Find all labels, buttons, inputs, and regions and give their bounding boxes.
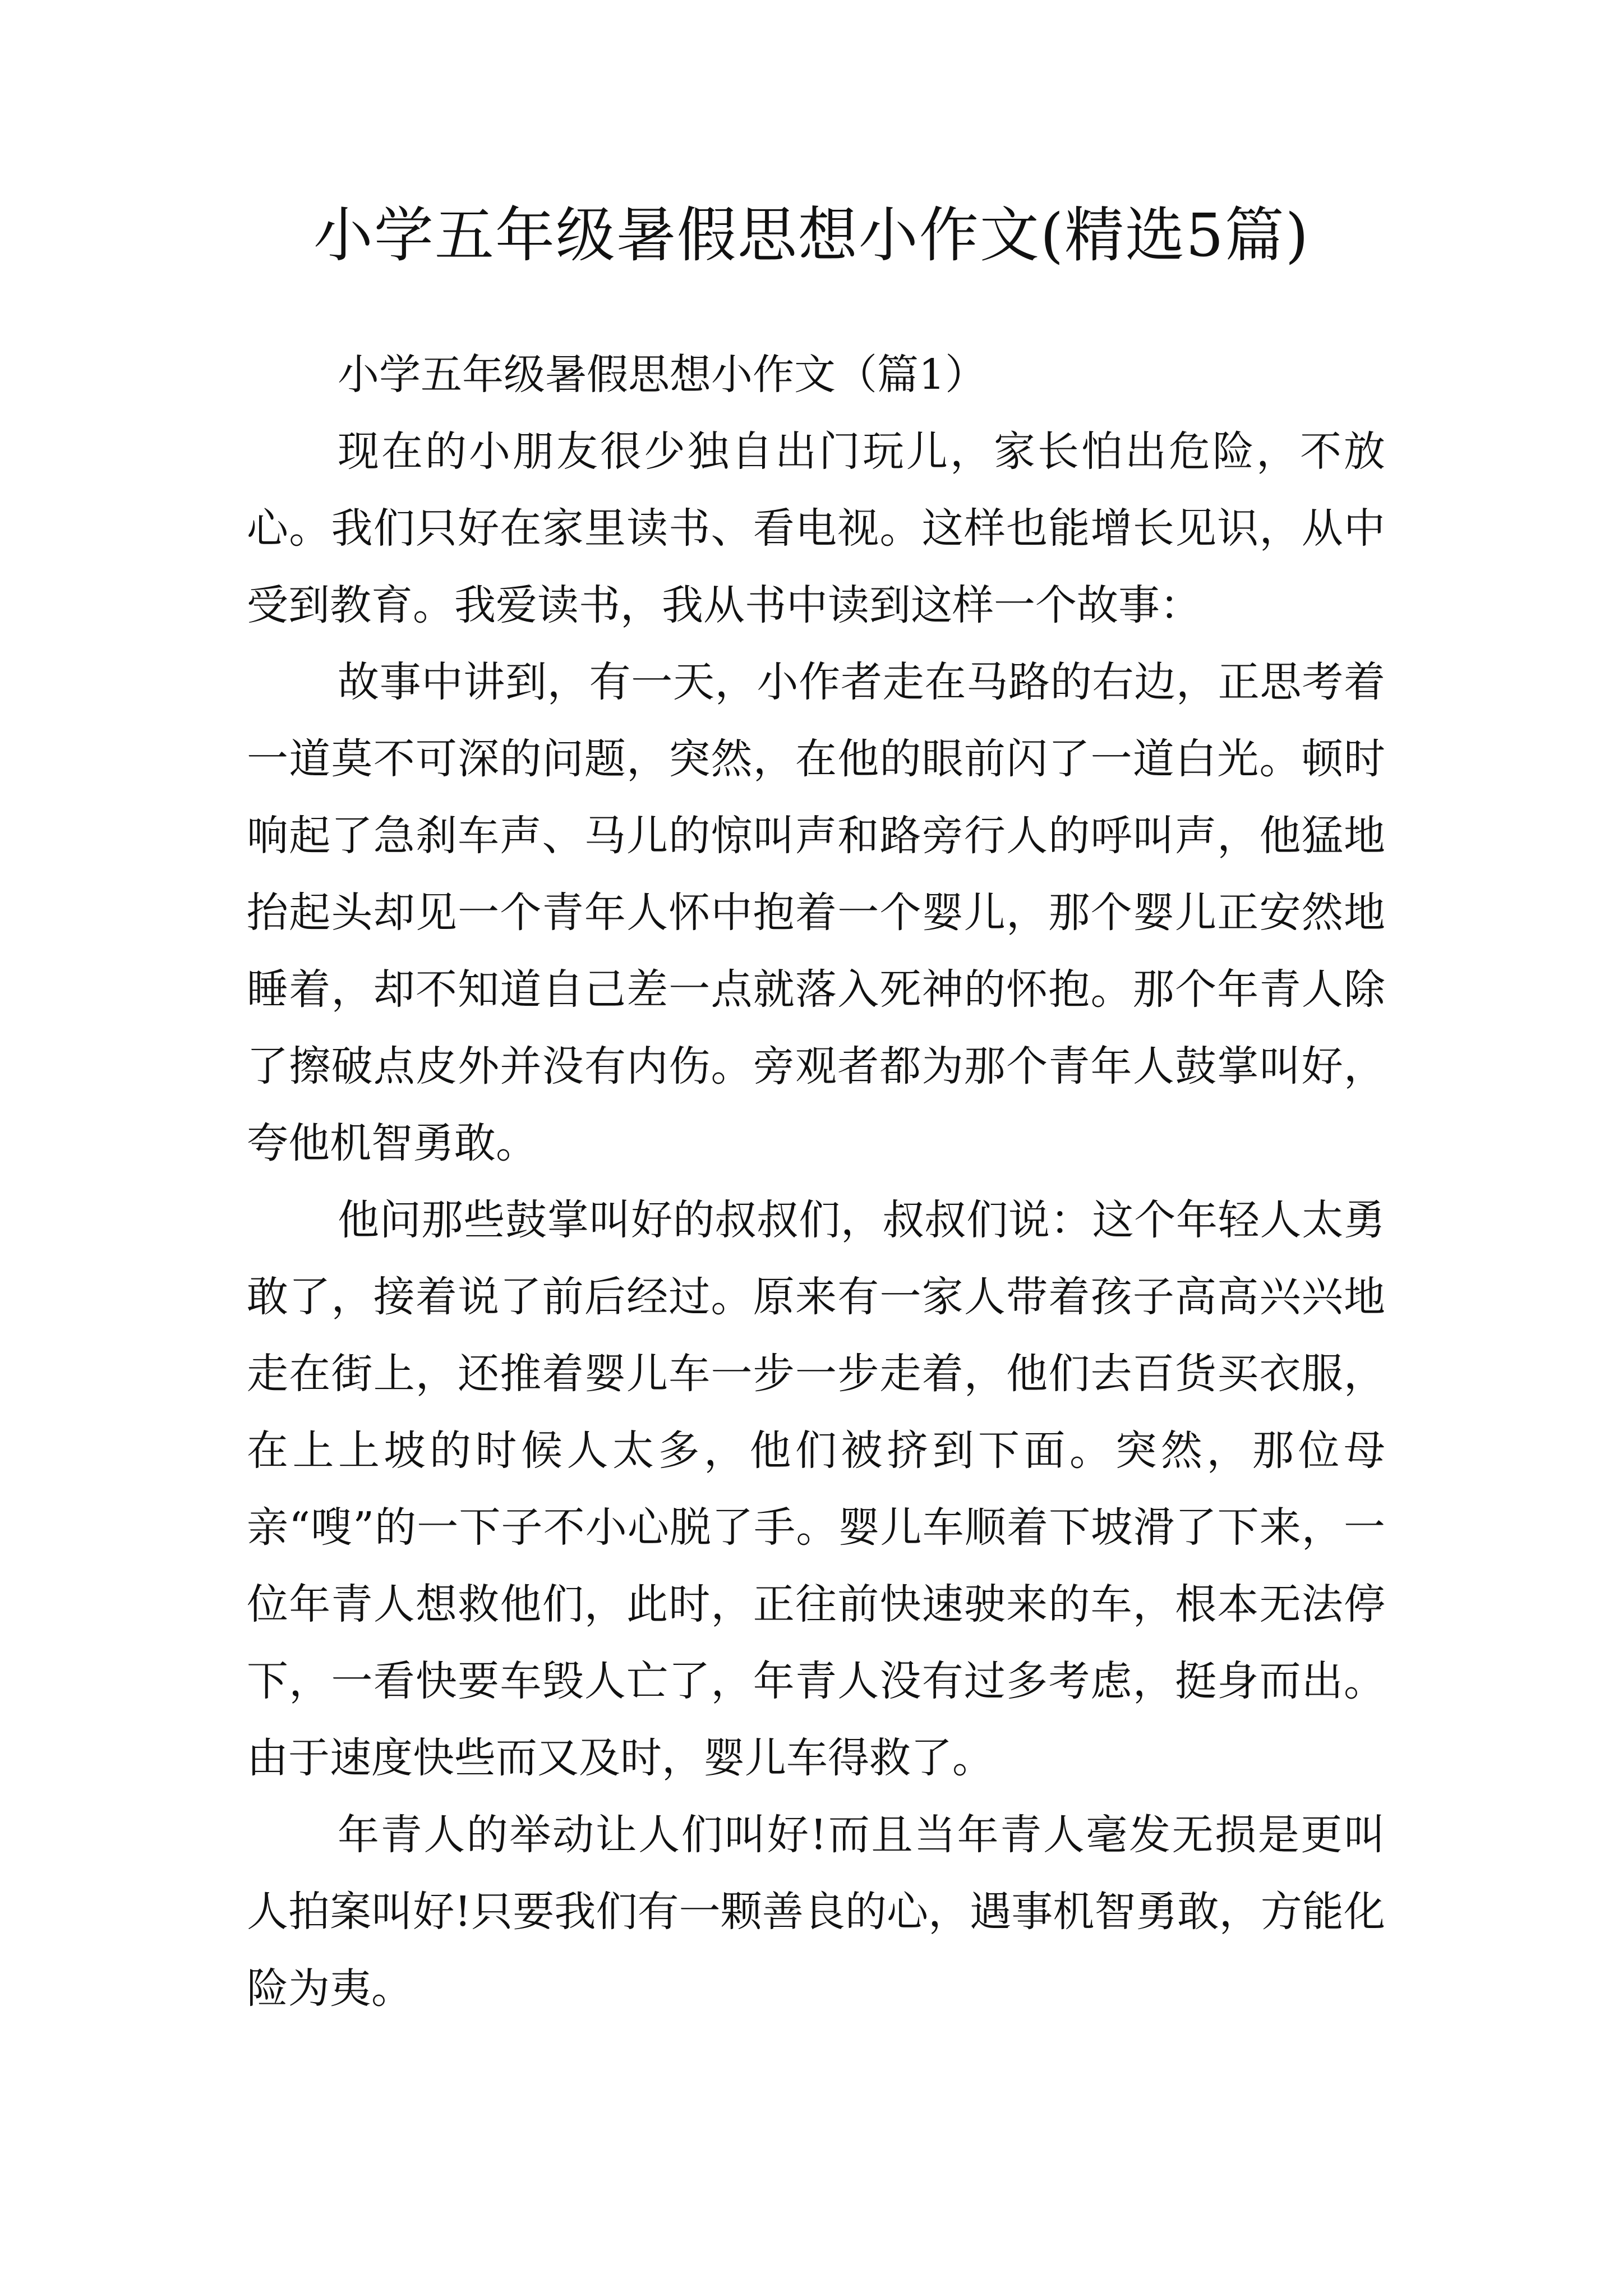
document-body [247,337,1385,2027]
paragraph-3: 他问那些鼓掌叫好的叔叔们，叔叔们说：这个年轻人太勇敢了，接着说了前后经过。原来有一家人带着孩子高高兴兴地走在街上，还推着婴儿车一步一步走着，他们去百货买衣服，在上上坡的时候人太多，他们被挤到下面。突然，那位母亲“嗖”的一下子不小心脱了手。婴儿车顺着下坡滑了下来，一位年青人想救他们，此时，正往前快速驶来的车，根本无法停下，一看快要车毁人亡了，年青人没有过多考虑，挺身而出。由于速度快些而又及时，婴儿车得救了。 [247,1196,1385,1782]
paragraph-2: 故事中讲到，有一天，小作者走在马路的右边，正思考着一道莫不可深的问题，突然，在他的眼前闪了一道白光。顿时响起了急刹车声、马儿的惊叫声和路旁行人的呼叫声，他猛地抬起头却见一个青年人怀中抱着一个婴儿，那个婴儿正安然地睡着，却不知道自己差一点就落入死神的怀抱。那个年青人除了擦破点皮外并没有内伤。旁观者都为那个青年人鼓掌叫好，夸他机智勇敢。 [247,658,1385,1167]
paragraph-1: 现在的小朋友很少独自出门玩儿，家长怕出危险，不放心。我们只好在家里读书、看电视。这样也能增长见识，从中受到教育。我爱读书，我从书中读到这样一个故事： [247,427,1385,629]
paragraph-4: 年青人的举动让人们叫好!而且当年青人毫发无损是更叫人拍案叫好!只要我们有一颗善良的心，遇事机智勇敢，方能化险为夷。 [247,1811,1385,2013]
document-title: 小学五年级暑假思想小作文(精选5篇) [313,201,1310,270]
section-heading: 小学五年级暑假思想小作文（篇1） [338,351,987,399]
